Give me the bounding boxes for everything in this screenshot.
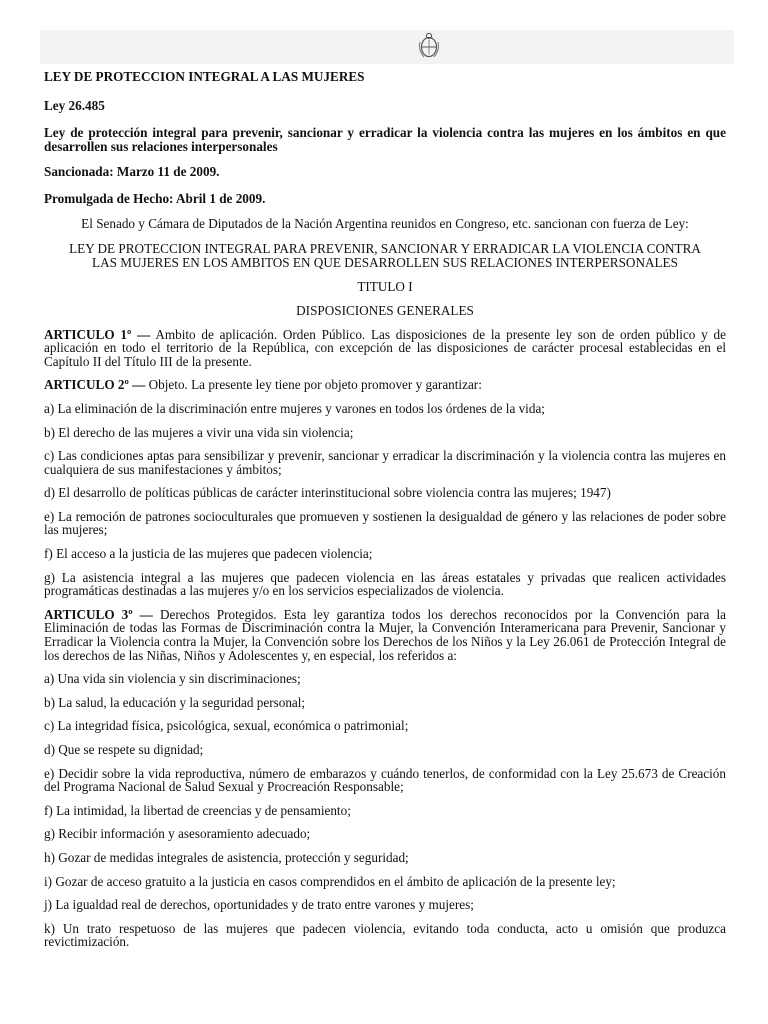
promulgation-date: Promulgada de Hecho: Abril 1 de 2009. (44, 190, 266, 206)
article-2-item: e) La remoción de patrones socioculturales que promueven y sostienen la desigualdad de género y las relaciones de poder sobre las mujeres; (44, 508, 726, 538)
article-1 (44, 328, 726, 369)
article-1-label: ARTICULO 1º — (44, 326, 151, 342)
article-3-item: k) Un trato respetuoso de las mujeres que padecen violencia, evitando toda conducta, acto u omisión que produzca revictimización. (44, 920, 726, 950)
article-2 (44, 378, 726, 392)
article-2-item: g) La asistencia integral a las mujeres que padecen violencia en las áreas estatales y privadas que realicen actividades programáticas destinadas a las mujeres y/o en los servicios especializados de violencia. (44, 569, 726, 599)
law-heading: LEY DE PROTECCION INTEGRAL PARA PREVENIR, SANCIONAR Y ERRADICAR LA VIOLENCIA CONTRA LAS MUJERES EN LOS AMBITOS EN QUE DESARROLLEN SUS RELACIONES INTERPERSONALES (69, 241, 701, 270)
article-3-item: e) Decidir sobre la vida reproductiva, número de embarazos y cuándo tenerlos, de conformidad con la Ley 25.673 de Creación del Programa Nacional de Salud Sexual y Procreación Responsable; (44, 765, 726, 795)
article-2-text: Objeto. La presente ley tiene por objeto promover y garantizar: (145, 377, 482, 393)
article-3-label: ARTICULO 3º — (44, 606, 153, 622)
article-3-item: j) La igualdad real de derechos, oportunidades y de trato entre varones y mujeres; (44, 897, 474, 913)
article-3-item: a) Una vida sin violencia y sin discriminaciones; (44, 671, 301, 687)
article-2-label: ARTICULO 2º — (44, 377, 146, 393)
article-1-text: Ambito de aplicación. Orden Público. Las disposiciones de la presente ley son de orden público y de aplicación en todo el territorio de la República, con excepción de las disposiciones de carácter procesal establecidas en el Capítulo II del Título III de la presente. (44, 326, 726, 369)
article-3 (44, 608, 726, 662)
law-number: Ley 26.485 (44, 97, 105, 113)
article-3-item: g) Recibir información y asesoramiento adecuado; (44, 826, 311, 842)
titulo-heading: TITULO I (357, 279, 413, 295)
preamble: El Senado y Cámara de Diputados de la Nación Argentina reunidos en Congreso, etc. sancionan con fuerza de Ley: (81, 215, 689, 231)
article-3-text: Derechos Protegidos. Esta ley garantiza todos los derechos reconocidos por la Convención para la Eliminación de todas las Formas de Discriminación contra la Mujer, la Convención Interamericana para Prevenir, Sancionar y Erradicar la Violencia contra la Mujer, la Convención sobre los Derechos de los Niños y la Ley 26.061 de Protección Integral de los derechos de las Niñas, Niños y Adolescentes y, en especial, los referidos a: (44, 606, 726, 663)
argentina-coat-of-arms-icon (418, 32, 440, 60)
article-2-item: c) Las condiciones aptas para sensibilizar y prevenir, sancionar y erradicar la discriminación y la violencia contra las mujeres en cualquiera de sus manifestaciones y ámbitos; (44, 448, 726, 477)
article-3-item: d) Que se respete su dignidad; (44, 742, 204, 757)
article-2-item: d) El desarrollo de políticas públicas de carácter interinstitucional sobre violencia contra las mujeres; 1947) (44, 485, 611, 501)
section-heading: DISPOSICIONES GENERALES (296, 302, 474, 318)
header-band (40, 30, 734, 64)
article-3-item: b) La salud, la educación y la seguridad personal; (44, 694, 306, 710)
document-body (44, 70, 726, 959)
article-3-item: h) Gozar de medidas integrales de asistencia, protección y seguridad; (44, 849, 409, 865)
article-2-item: f) El acceso a la justicia de las mujeres que padecen violencia; (44, 546, 373, 562)
article-3-item: i) Gozar de acceso gratuito a la justicia en casos comprendidos en el ámbito de aplicación de la presente ley; (44, 873, 616, 889)
article-2-item: b) El derecho de las mujeres a vivir una vida sin violencia; (44, 424, 354, 440)
article-3-item: c) La integridad física, psicológica, sexual, económica o patrimonial; (44, 718, 409, 734)
document-title: LEY DE PROTECCION INTEGRAL A LAS MUJERES (44, 69, 365, 84)
law-subtitle: Ley de protección integral para prevenir, sancionar y erradicar la violencia contra las mujeres en los ámbitos en que desarrollen sus relaciones interpersonales (44, 125, 726, 154)
article-3-item: f) La intimidad, la libertad de creencias y de pensamiento; (44, 802, 351, 818)
article-2-item: a) La eliminación de la discriminación entre mujeres y varones en todos los órdenes de la vida; (44, 400, 545, 416)
sanction-date: Sancionada: Marzo 11 de 2009. (44, 164, 220, 180)
